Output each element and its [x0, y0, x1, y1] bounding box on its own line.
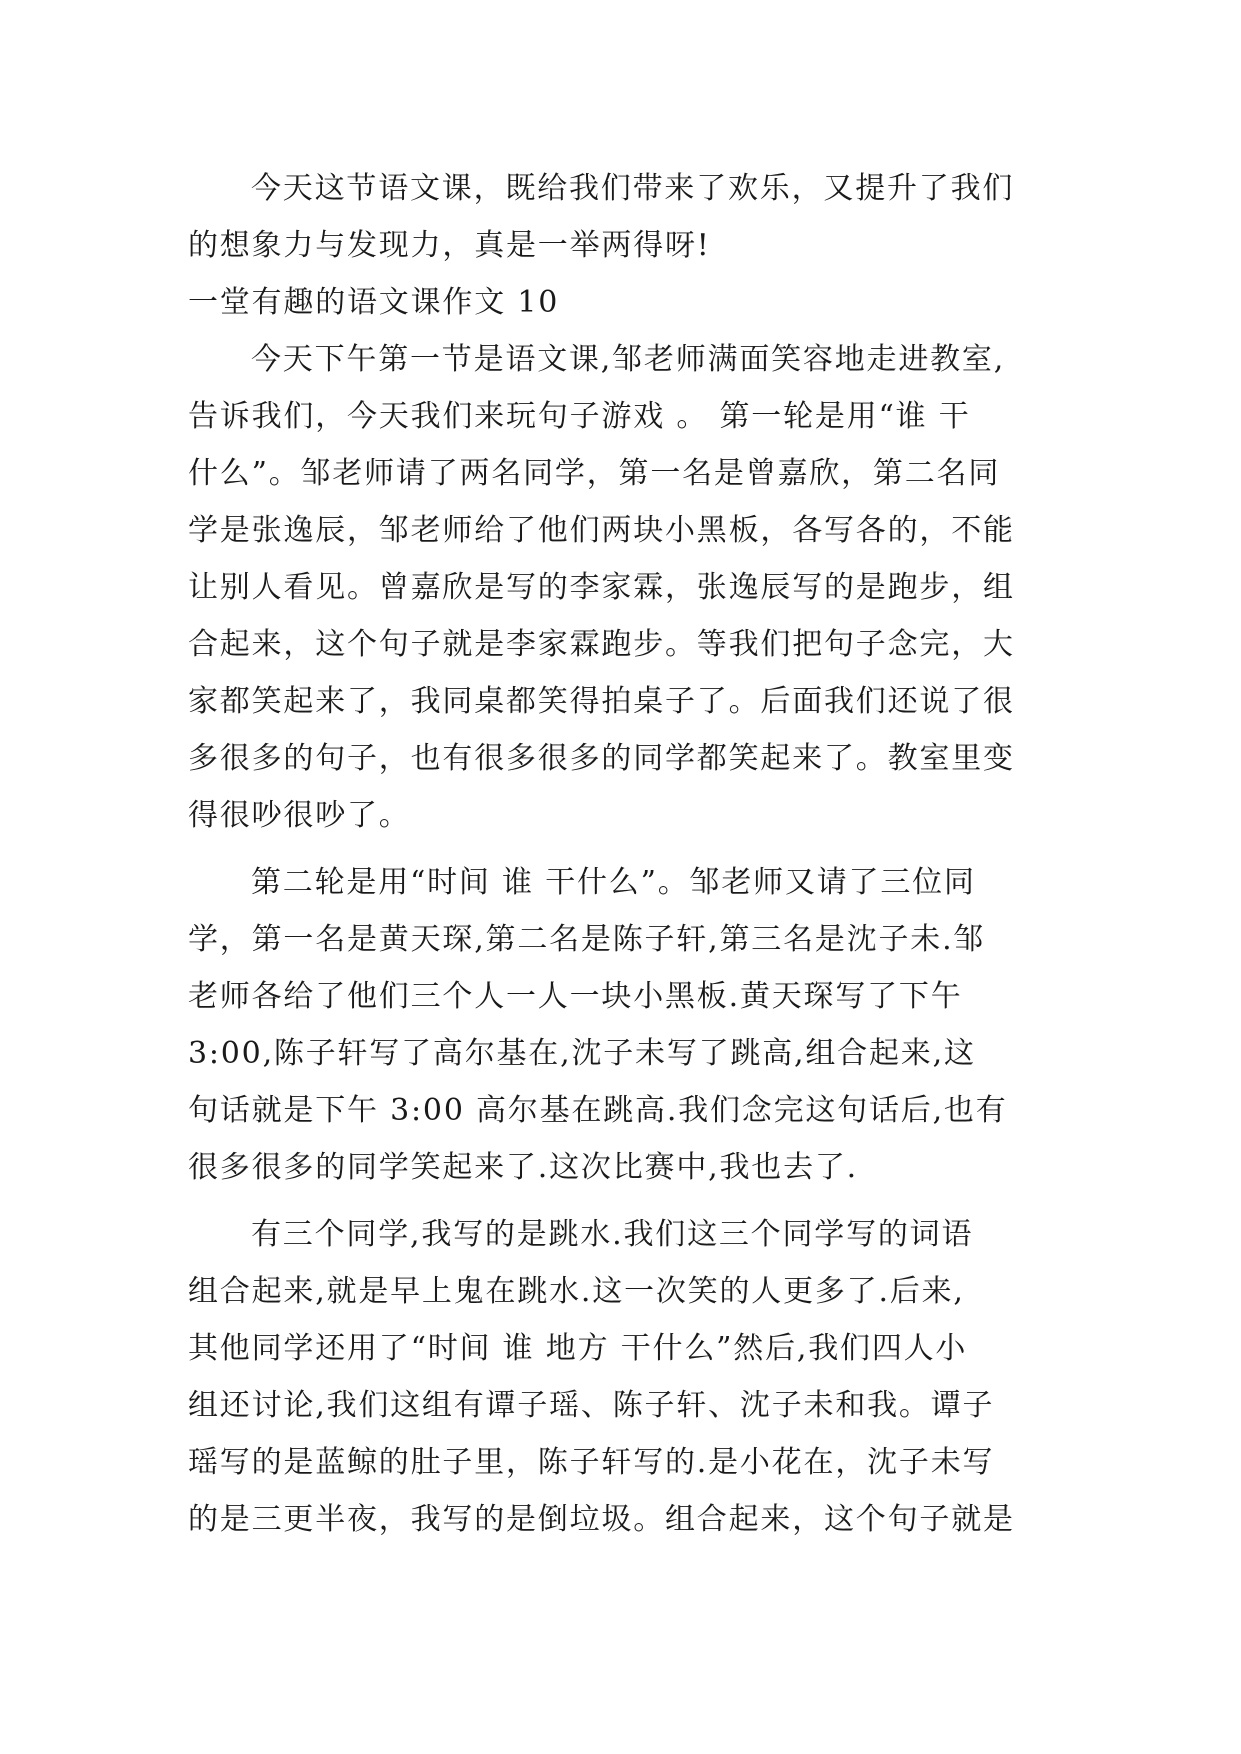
- paragraph-1: [188, 160, 1050, 274]
- paragraph-line: 什么”。邹老师请了两名同学，第一名是曾嘉欣，第二名同: [188, 456, 1001, 491]
- paragraph-line: 得很吵很吵了。: [188, 798, 411, 833]
- paragraph-4: [188, 1206, 1050, 1548]
- document-body: [188, 160, 1050, 1548]
- paragraph-line: 学，第一名是黄天琛,第二名是陈子轩,第三名是沈子未.邹: [188, 922, 986, 957]
- paragraph-line: 很多很多的同学笑起来了.这次比赛中,我也去了.: [188, 1150, 859, 1185]
- paragraph-line: 学是张逸辰，邹老师给了他们两块小黑板，各写各的，不能: [188, 513, 1015, 548]
- paragraph-spacer: [188, 844, 1050, 854]
- paragraph-line: 家都笑起来了，我同桌都笑得拍桌子了。后面我们还说了很: [188, 684, 1015, 719]
- paragraph-line: 其他同学还用了“时间 谁 地方 干什么”然后,我们四人小: [188, 1331, 968, 1366]
- paragraph-line: 告诉我们，今天我们来玩句子游戏 。 第一轮是用“谁 干: [188, 399, 971, 434]
- paragraph-line: 第二轮是用“时间 谁 干什么”。邹老师又请了三位同: [251, 865, 976, 900]
- paragraph-line: 3:00,陈子轩写了高尔基在,沈子未写了跳高,组合起来,这: [188, 1036, 976, 1071]
- paragraph-line: 组还讨论,我们这组有谭子瑶、陈子轩、沈子未和我。谭子: [188, 1388, 995, 1423]
- paragraph-2: [188, 331, 1050, 844]
- paragraph-line: 的是三更半夜，我写的是倒垃圾。组合起来，这个句子就是: [188, 1502, 1015, 1537]
- paragraph-3: [188, 854, 1050, 1196]
- essay-heading: 一堂有趣的语文课作文 10: [188, 285, 560, 320]
- paragraph-line: 组合起来,就是早上鬼在跳水.这一次笑的人更多了.后来,: [188, 1274, 965, 1309]
- paragraph-line: 今天下午第一节是语文课,邹老师满面笑容地走进教室,: [251, 342, 1006, 377]
- paragraph-line: 多很多的句子，也有很多很多的同学都笑起来了。教室里变: [188, 741, 1015, 776]
- paragraph-spacer: [188, 1196, 1050, 1206]
- paragraph-line: 有三个同学,我写的是跳水.我们这三个同学写的词语: [251, 1217, 974, 1252]
- paragraph-line: 句话就是下午 3:00 高尔基在跳高.我们念完这句话后,也有: [188, 1093, 1008, 1128]
- paragraph-line: 今天这节语文课，既给我们带来了欢乐，又提升了我们: [251, 171, 1015, 206]
- paragraph-line: 瑶写的是蓝鲸的肚子里，陈子轩写的.是小花在，沈子未写: [188, 1445, 995, 1480]
- paragraph-line: 的想象力与发现力，真是一举两得呀!: [188, 228, 711, 263]
- paragraph-line: 老师各给了他们三个人一人一块小黑板.黄天琛写了下午: [188, 979, 963, 1014]
- paragraph-line: 让别人看见。曾嘉欣是写的李家霖，张逸辰写的是跑步，组: [188, 570, 1015, 605]
- paragraph-line: 合起来，这个句子就是李家霖跑步。等我们把句子念完，大: [188, 627, 1015, 662]
